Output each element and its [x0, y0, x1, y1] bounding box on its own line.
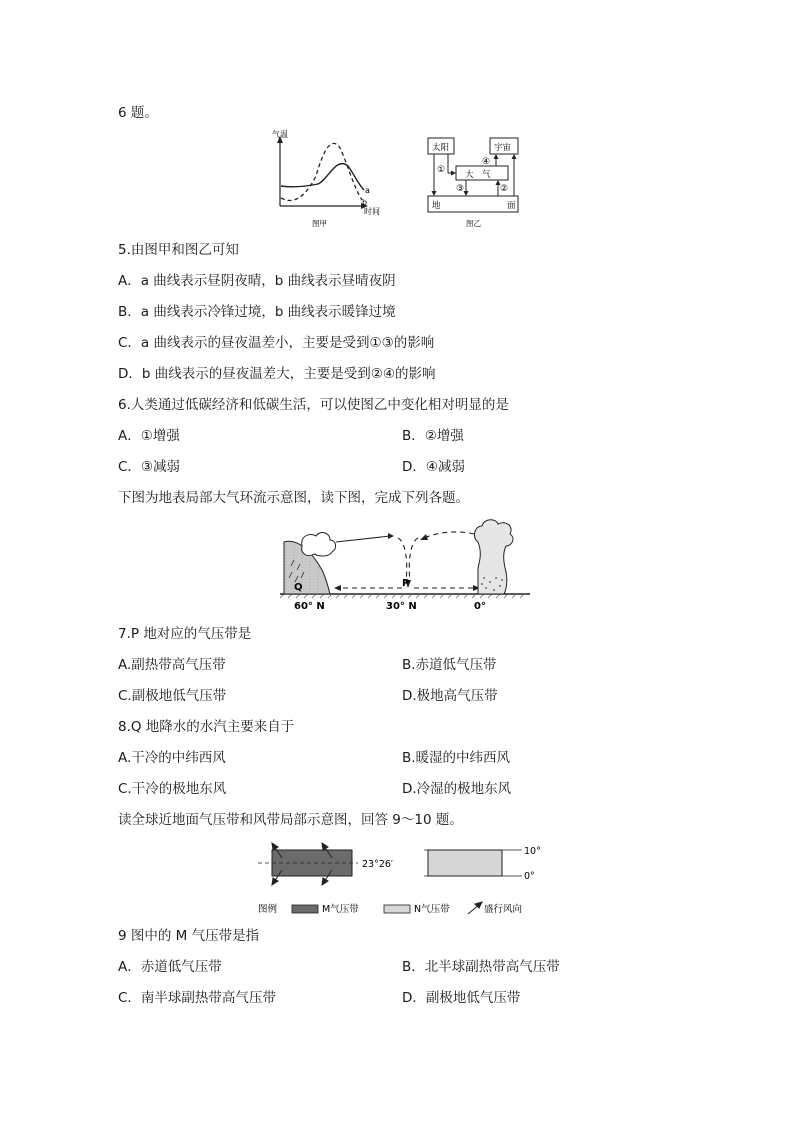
legend-m: M气压带: [322, 904, 359, 915]
legend-title: 图例: [258, 904, 278, 915]
figure-3-pressure-belts: [254, 840, 554, 920]
q6-option-d[interactable]: D．④减弱: [402, 459, 465, 475]
q8-option-a[interactable]: A.干冷的中纬西风: [118, 750, 226, 766]
arrow-3-label: ③: [456, 184, 465, 194]
box-sun: 太阳: [432, 143, 450, 153]
lat-10: 10°: [524, 846, 541, 857]
q8-option-b[interactable]: B.暖湿的中纬西风: [402, 750, 511, 766]
caption-jia: 图甲: [312, 219, 327, 228]
q5-option-d[interactable]: D．b 曲线表示的昼夜温差大，主要是受到②④的影响: [118, 366, 436, 382]
q7-option-d[interactable]: D.极地高气压带: [402, 688, 498, 704]
q9-option-c[interactable]: C．南半球副热带高气压带: [118, 990, 276, 1006]
q6-option-b[interactable]: B．②增强: [402, 428, 464, 444]
legend-wind: 盛行风向: [484, 904, 523, 915]
figure-jia: [272, 129, 380, 228]
time-axis-label: 时间: [364, 207, 380, 216]
temp-axis-label: 气温: [272, 130, 288, 139]
figure-yi: [428, 138, 518, 228]
figure-2-circulation: [278, 512, 536, 614]
lat-0-belt: 0°: [524, 871, 535, 882]
box-atm: 大 气: [465, 170, 491, 180]
legend-n: N气压带: [414, 904, 450, 915]
q7-option-a[interactable]: A.副热带高气压带: [118, 657, 226, 673]
q9-option-a[interactable]: A．赤道低气压带: [118, 959, 222, 975]
q9-option-d[interactable]: D．副极地低气压带: [402, 990, 521, 1006]
box-ground-right: 面: [507, 201, 516, 211]
box-space: 宇宙: [494, 143, 512, 153]
arrow-4-label: ④: [482, 157, 491, 167]
box-ground-left: 地: [432, 201, 441, 211]
arrow-2-label: ②: [500, 184, 509, 194]
figure-1: [270, 128, 530, 230]
intro-tail: 6 题。: [118, 105, 158, 121]
q5-stem: 5.由图甲和图乙可知: [118, 242, 239, 258]
caption-yi: 图乙: [466, 219, 481, 228]
q5-option-b[interactable]: B．a 曲线表示冷锋过境，b 曲线表示暖锋过境: [118, 304, 396, 320]
q6-stem: 6.人类通过低碳经济和低碳生活，可以使图乙中变化相对明显的是: [118, 397, 509, 413]
lat-23-26: 23°26′: [362, 859, 394, 870]
q5-option-c[interactable]: C．a 曲线表示的昼夜温差小，主要是受到①③的影响: [118, 335, 435, 351]
lat-0: 0°: [474, 601, 486, 612]
q8-option-d[interactable]: D.冷湿的极地东风: [402, 781, 512, 797]
curve-b-label: b: [362, 198, 368, 207]
lat-60n: 60° N: [294, 601, 325, 612]
label-q: Q: [294, 582, 303, 593]
arrow-1-label: ①: [437, 165, 446, 175]
q7-option-b[interactable]: B.赤道低气压带: [402, 657, 497, 673]
q7-option-c[interactable]: C.副极地低气压带: [118, 688, 227, 704]
q7-stem: 7.P 地对应的气压带是: [118, 626, 252, 642]
q9-stem: 9 图中的 M 气压带是指: [118, 928, 260, 944]
lat-30n: 30° N: [386, 601, 417, 612]
q6-option-a[interactable]: A．①增强: [118, 428, 180, 444]
intro-2: 下图为地表局部大气环流示意图，读下图，完成下列各题。: [118, 490, 469, 506]
q8-stem: 8.Q 地降水的水汽主要来自于: [118, 719, 295, 735]
intro-3: 读全球近地面气压带和风带局部示意图，回答 9～10 题。: [118, 812, 463, 828]
label-p: P: [402, 578, 410, 589]
q9-option-b[interactable]: B．北半球副热带高气压带: [402, 959, 560, 975]
q6-option-c[interactable]: C．③减弱: [118, 459, 181, 475]
curve-a-label: a: [365, 186, 370, 195]
q5-option-a[interactable]: A．a 曲线表示昼阴夜晴，b 曲线表示昼晴夜阴: [118, 273, 396, 289]
q8-option-c[interactable]: C.干冷的极地东风: [118, 781, 227, 797]
